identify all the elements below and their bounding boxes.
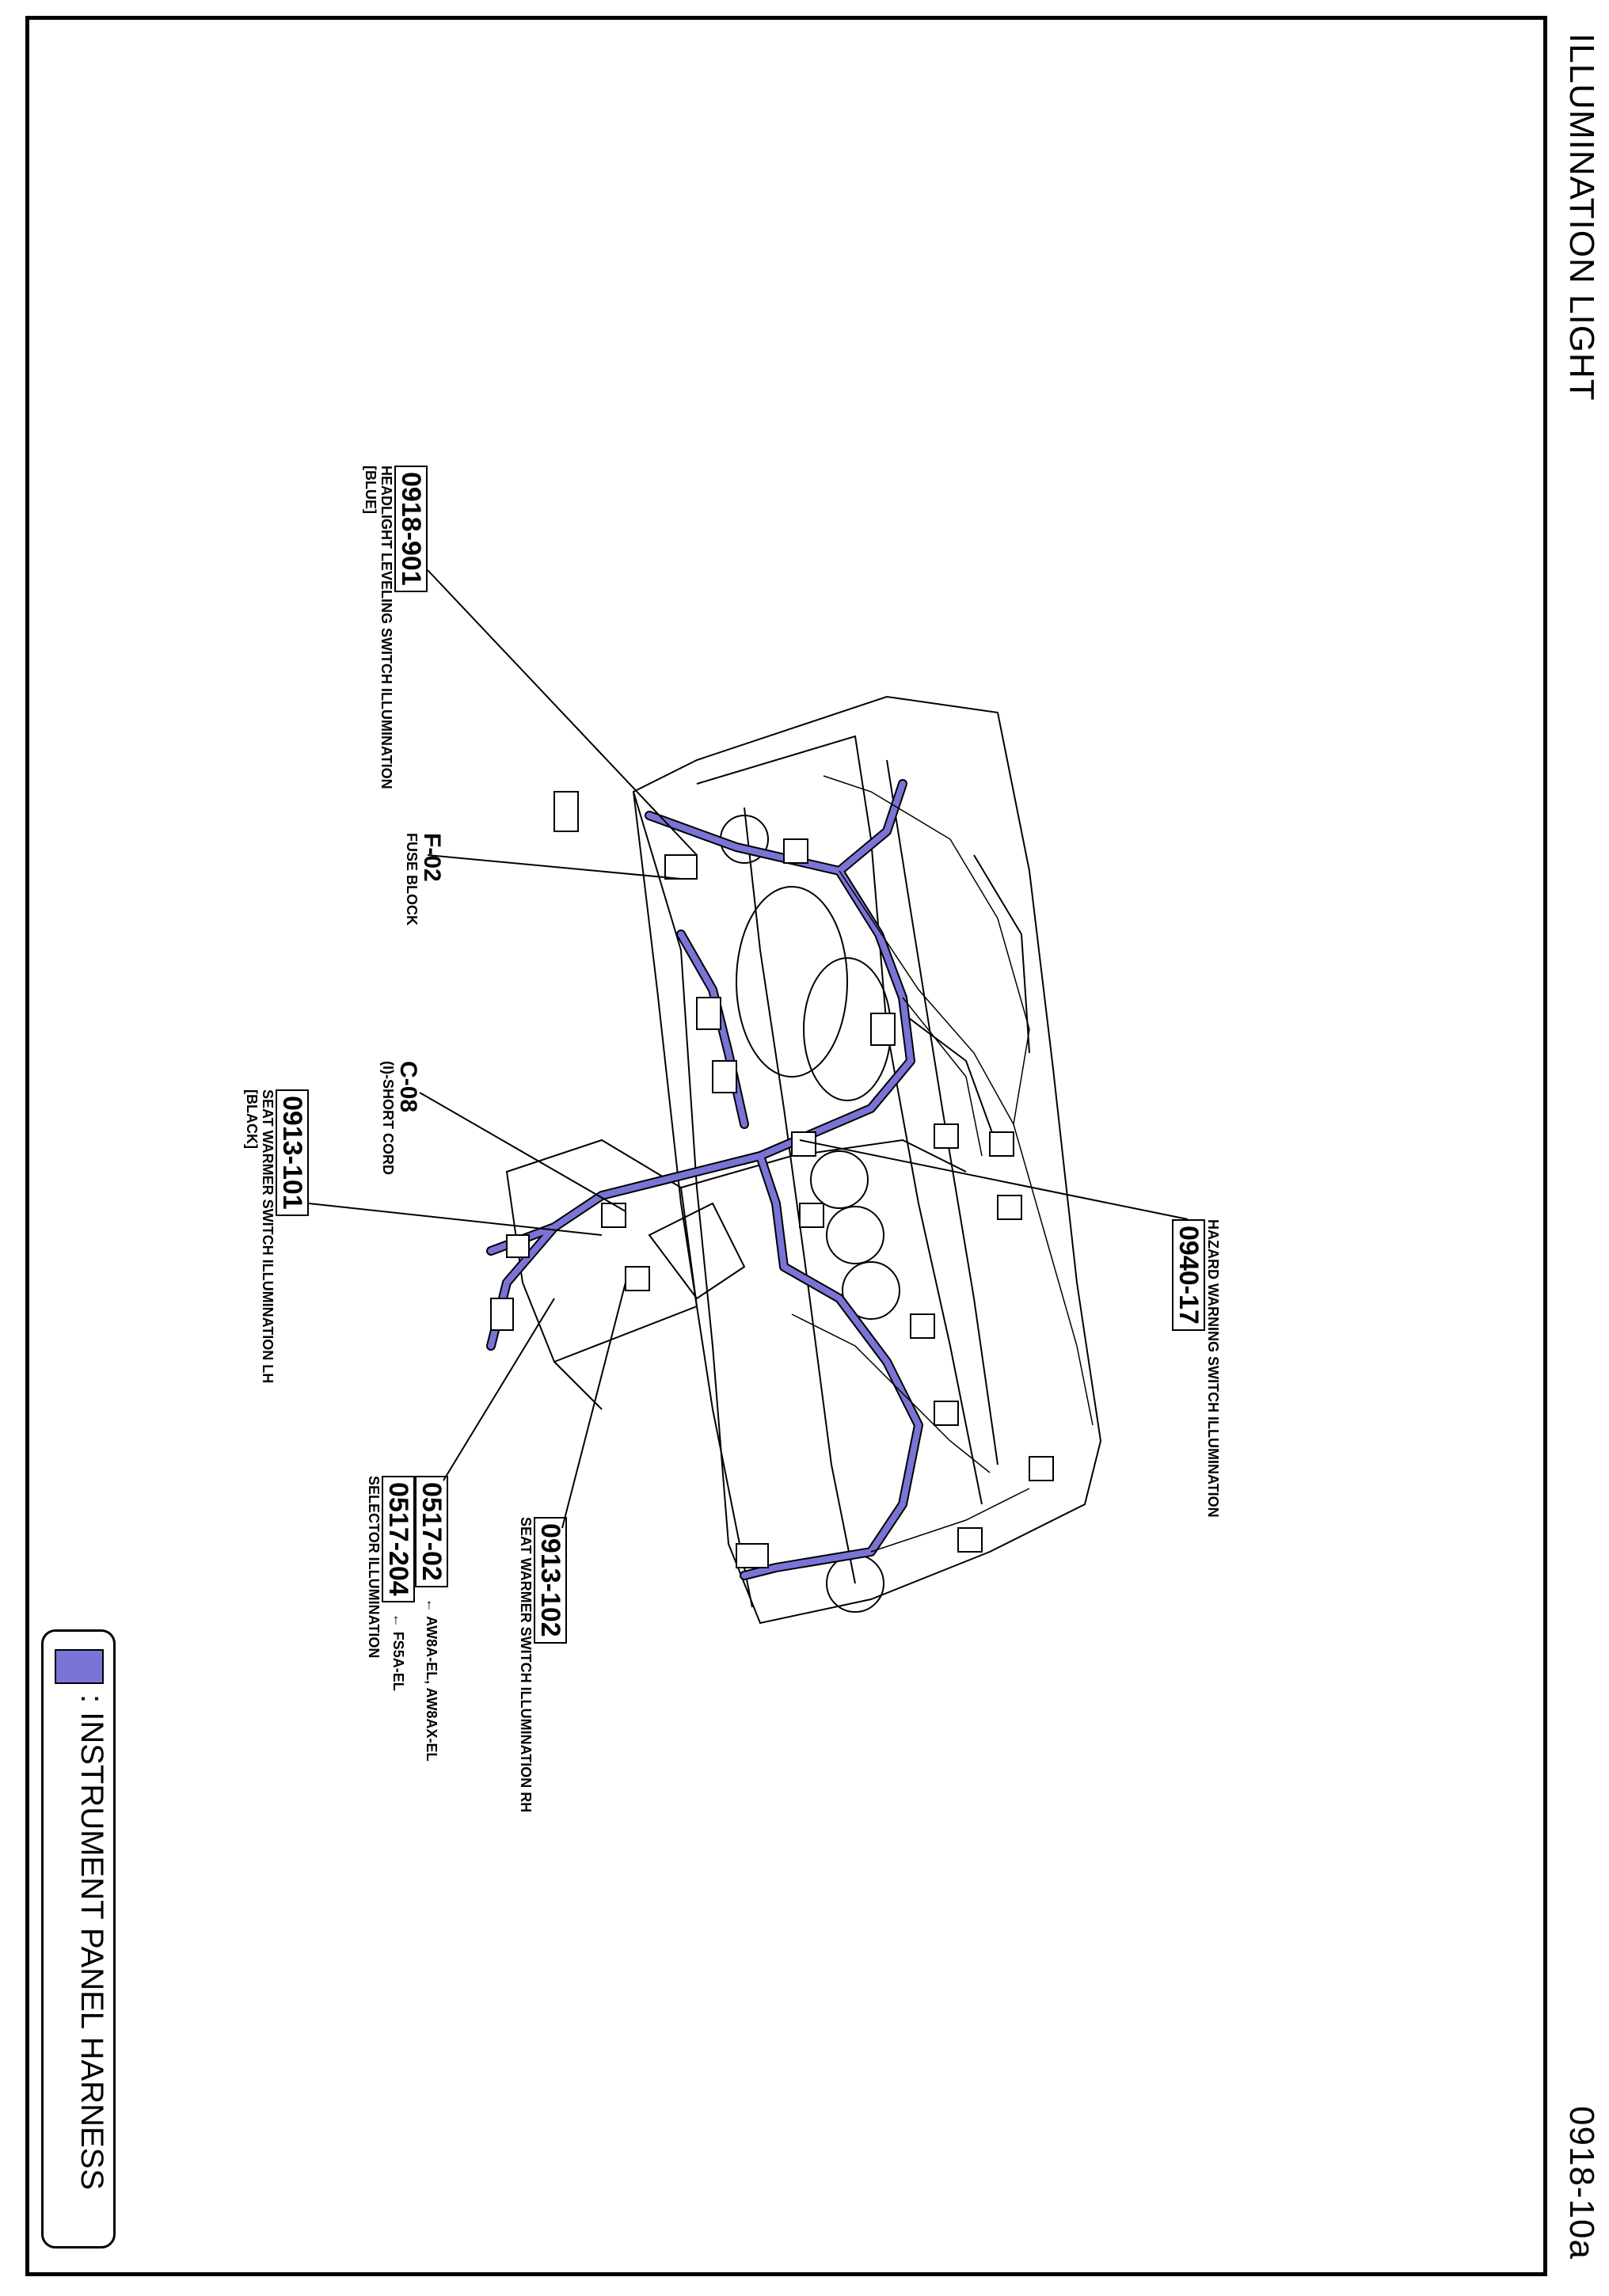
connector-desc: (I)-SHORT CORD	[380, 1061, 396, 1175]
callout-0940-17	[1172, 1219, 1221, 1518]
connector-id: F-02	[419, 833, 445, 882]
connector-id: 0913-101	[276, 1089, 309, 1216]
connector-desc: HAZARD WARNING SWITCH ILLUMINATION	[1205, 1219, 1221, 1518]
thin-wires	[792, 776, 1093, 1552]
callout-f-02	[404, 833, 443, 926]
connector-id: 0517-02	[415, 1476, 448, 1587]
model-note: ← FS5A-EL	[390, 1613, 406, 1691]
connector-id: C-08	[395, 1061, 421, 1113]
connector-desc: SELECTOR ILLUMINATION	[366, 1476, 382, 1659]
dashboard-outline	[507, 697, 1101, 1623]
page-title: ILLUMINATION LIGHT	[1562, 33, 1601, 401]
legend-label: : INSTRUMENT PANEL HARNESS	[74, 1694, 109, 2191]
harness-outline	[491, 784, 919, 1576]
connector-desc: SEAT WARMER SWITCH ILLUMINATION LH	[260, 1089, 276, 1384]
callout-0517	[366, 1476, 448, 1761]
callout-c-08	[380, 1061, 420, 1175]
connector-color: [BLUE]	[363, 466, 378, 514]
connector-desc: FUSE BLOCK	[404, 833, 420, 926]
connector-desc: HEADLIGHT LEVELING SWITCH ILLUMINATION	[378, 466, 394, 789]
connector-desc: SEAT WARMER SWITCH ILLUMINATION RH	[518, 1517, 534, 1813]
connector-id: 0940-17	[1172, 1219, 1205, 1331]
connector-color: [BLACK]	[244, 1089, 260, 1149]
legend-swatch	[55, 1649, 104, 1684]
callout-0918-901	[363, 466, 428, 789]
callout-0913-101	[244, 1089, 309, 1383]
leader-lines	[309, 570, 1188, 1528]
connector-id: 0913-102	[534, 1517, 567, 1644]
connector-id: 0517-204	[382, 1476, 415, 1602]
callout-0913-102	[518, 1517, 567, 1812]
connector-id: 0918-901	[394, 466, 428, 592]
model-note: ← AW8A-EL, AW8AX-EL	[424, 1598, 439, 1762]
page-code: 0918-10a	[1562, 2106, 1601, 2260]
